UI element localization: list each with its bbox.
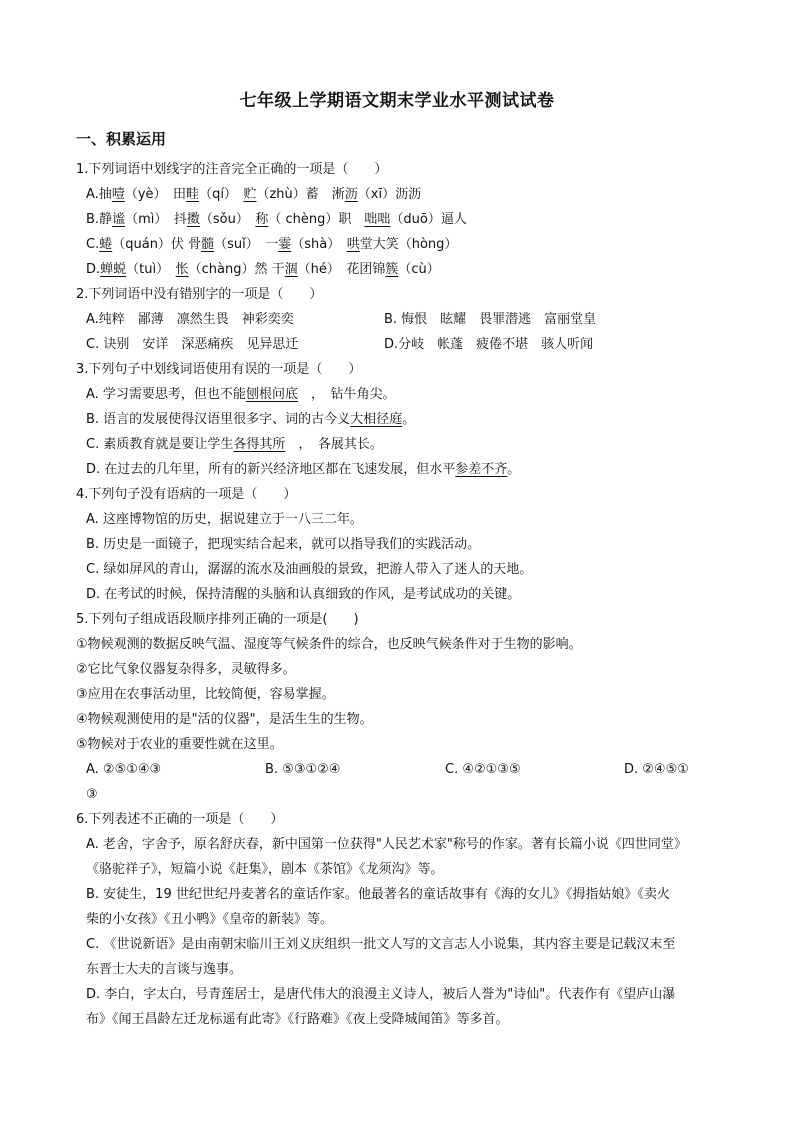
- question-1-option-c: C.蜷（quán）伏 骨髓（suǐ） 一霎（shà） 哄堂大笑（hòng）: [86, 237, 458, 252]
- question-4-option-d: D. 在考试的时候，保持清醒的头脑和认真细致的作风，是考试成功的关键。: [86, 587, 521, 602]
- question-3-option-d: D. 在过去的几年里，所有的新兴经济地区都在飞速发展，但水平参差不齐。: [86, 462, 521, 477]
- question-5-stem: 5.下列句子组成语段顺序排列正确的一项是( ): [76, 612, 359, 627]
- question-6-option-a-line1: A. 老舍，字舍予，原名舒庆春，新中国第一位获得"人民艺术家"称号的作家。著有长篇小说《四世同堂》: [86, 837, 687, 852]
- question-6-option-b-line2: 柴的小女孩》《丑小鸭》《皇帝的新装》等。: [86, 912, 334, 927]
- question-5-sentence-4: ④物候观测使用的是"活的仪器"，是活生生的生物。: [76, 712, 373, 727]
- question-2-option-a: A.纯粹 鄙薄 凛然生畏 神彩奕奕: [86, 312, 294, 327]
- question-1-option-d: D.蝉蜕（tuì） 怅（chàng）然 干涸（hé） 花团锦簇（cù）: [86, 262, 440, 277]
- question-2-stem: 2.下列词语中没有错别字的一项是（ ）: [76, 287, 323, 302]
- question-5-sentence-1: ①物候观测的数据反映气温、湿度等气候条件的综合，也反映气候条件对于生物的影响。: [76, 637, 582, 652]
- question-2-option-c: C. 诀别 安详 深恶痛疾 见异思迁: [86, 337, 299, 352]
- page-title: 七年级上学期语文期末学业水平测试试卷: [239, 91, 555, 111]
- question-4-option-b: B. 历史是一面镜子，把现实结合起来，就可以指导我们的实践活动。: [86, 537, 481, 552]
- question-5-option-c: C. ④②①③⑤: [445, 762, 521, 777]
- question-2-option-b: B. 悔恨 眩耀 畏罪潜逃 富丽堂皇: [384, 312, 597, 327]
- question-5-sentence-5: ⑤物候对于农业的重要性就在这里。: [76, 737, 283, 752]
- question-4-option-c: C. 绿如屏风的青山，潺潺的流水及油画般的景致，把游人带入了迷人的天地。: [86, 562, 533, 577]
- question-5-option-d-continued: ③: [86, 787, 98, 802]
- question-5-option-a: A. ②⑤①④③: [86, 762, 162, 777]
- question-1-option-a: A.抽噎（yè） 田畦（qí） 贮（zhù）蓄 淅沥（xī）沥沥: [86, 187, 422, 202]
- question-6-option-b-line1: B. 安徒生，19 世纪世纪丹麦著名的童话作家。他最著名的童话故事有《海的女儿》《拇指姑娘》《卖火: [86, 887, 670, 902]
- question-6-option-d-line2: 布》《闻王昌龄左迁龙标遥有此寄》《行路难》《夜上受降城闻笛》等多首。: [86, 1012, 509, 1027]
- question-6-option-c-line2: 东晋士大夫的言谈与逸事。: [86, 962, 243, 977]
- question-1-option-b: B.静谧（mì） 抖擞（sǒu） 称（ chèng）职 咄咄（duō）逼人: [86, 212, 467, 227]
- question-3-option-a: A. 学习需要思考，但也不能刨根问底 ， 钻牛角尖。: [86, 387, 396, 402]
- question-5-sentence-3: ③应用在农事活动里，比较简便，容易掌握。: [76, 687, 335, 702]
- question-6-option-d-line1: D. 李白，字太白，号青莲居士，是唐代伟大的浪漫主义诗人，被后人誉为"诗仙"。代表作有《望庐山瀑: [86, 987, 676, 1002]
- question-3-stem: 3.下列句子中划线词语使用有误的一项是（ ）: [76, 362, 362, 377]
- question-6-option-c-line1: C. 《世说新语》是由南朝宋临川王刘义庆组织一批文人写的文言志人小说集，其内容主要是记载汉末至: [86, 937, 676, 952]
- question-3-option-c: C. 素质教育就是要让学生各得其所 ， 各展其长。: [86, 437, 383, 452]
- question-6-option-a-line2: 《骆驼祥子》，短篇小说《赶集》，剧本《茶馆》《龙须沟》等。: [86, 862, 444, 877]
- question-5-option-b: B. ⑤③①②④: [265, 762, 341, 777]
- question-3-option-b: B. 语言的发展使得汉语里很多字、词的古今义大相径庭。: [86, 412, 416, 427]
- question-6-stem: 6.下列表述不正确的一项是（ ）: [76, 812, 284, 827]
- question-4-stem: 4.下列句子没有语病的一项是（ ）: [76, 487, 297, 502]
- question-5-option-d: D. ②④⑤①: [624, 762, 689, 777]
- question-5-sentence-2: ②它比气象仪器复杂得多，灵敏得多。: [76, 662, 296, 677]
- question-4-option-a: A. 这座博物馆的历史，据说建立于一八三二年。: [86, 512, 363, 527]
- question-2-option-d: D.分岐 帐蓬 疲倦不堪 骇人听闻: [384, 337, 594, 352]
- section-heading: 一、积累运用: [76, 130, 167, 148]
- question-1-stem: 1.下列词语中划线字的注音完全正确的一项是（ ）: [76, 162, 388, 177]
